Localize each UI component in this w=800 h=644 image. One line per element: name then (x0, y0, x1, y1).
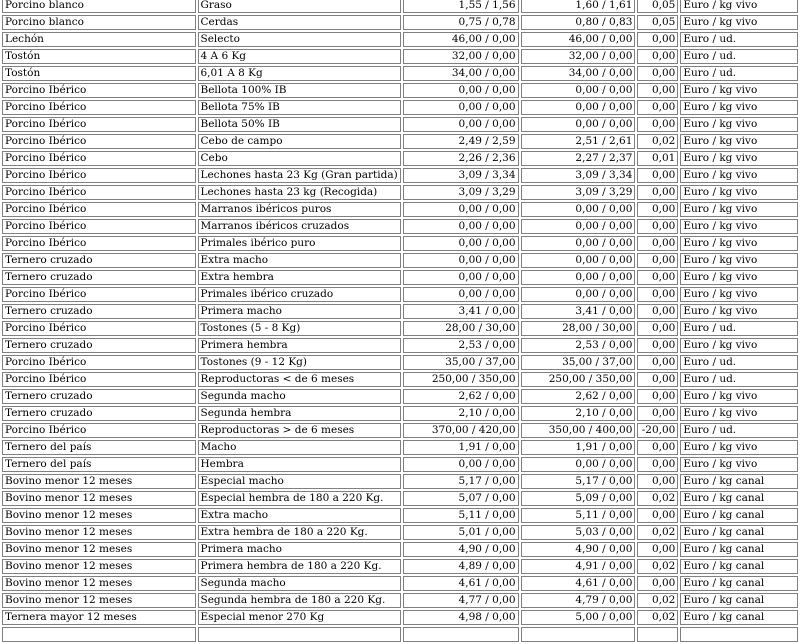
previous-price-cell: 5,17 / 0,00 (403, 474, 519, 489)
difference-cell: 0,00 (637, 270, 678, 285)
product-cell: Bovino menor 12 meses (2, 525, 196, 540)
type-cell: Lechones hasta 23 Kg (Gran partida) (198, 168, 401, 183)
difference-cell: 0,00 (637, 440, 678, 455)
current-price-cell: 5,09 / 0,00 (521, 491, 636, 506)
product-cell: Porcino Ibérico (2, 219, 196, 234)
unit-cell: Euro / kg vivo (680, 15, 798, 30)
unit-cell: Euro / kg vivo (680, 440, 798, 455)
table-row (2, 236, 798, 251)
product-cell: Porcino Ibérico (2, 372, 196, 387)
table-row (2, 491, 798, 506)
unit-cell: Euro / kg canal (680, 508, 798, 523)
unit-cell: Euro / kg vivo (680, 304, 798, 319)
previous-price-cell: 250,00 / 350,00 (403, 372, 519, 387)
type-cell: Segunda macho (198, 576, 401, 591)
product-cell: Ternero del país (2, 440, 196, 455)
type-cell: Marranos ibéricos puros (198, 202, 401, 217)
previous-price-cell: 46,00 / 0,00 (403, 32, 519, 47)
difference-cell: 0,05 (637, 0, 678, 13)
type-cell: Cerdas (198, 15, 401, 30)
current-price-cell: 4,90 / 0,00 (521, 542, 636, 557)
unit-cell: Euro / ud. (680, 423, 798, 438)
type-cell: Bellota 75% IB (198, 100, 401, 115)
previous-price-cell: 5,07 / 0,00 (403, 491, 519, 506)
product-cell: Tostón (2, 66, 196, 81)
previous-price-cell: 32,00 / 0,00 (403, 49, 519, 64)
product-cell: Porcino Ibérico (2, 355, 196, 370)
table-row (2, 0, 798, 13)
previous-price-cell: 28,00 / 30,00 (403, 321, 519, 336)
difference-cell (637, 627, 678, 642)
table-row (2, 32, 798, 47)
difference-cell: 0,00 (637, 168, 678, 183)
difference-cell: 0,00 (637, 83, 678, 98)
product-cell: Porcino Ibérico (2, 185, 196, 200)
product-cell: Ternero del país (2, 457, 196, 472)
unit-cell: Euro / kg vivo (680, 406, 798, 421)
unit-cell: Euro / ud. (680, 49, 798, 64)
previous-price-cell: 2,53 / 0,00 (403, 338, 519, 353)
table-row (2, 219, 798, 234)
difference-cell: 0,00 (637, 117, 678, 132)
current-price-cell: 32,00 / 0,00 (521, 49, 636, 64)
current-price-cell: 0,00 / 0,00 (521, 253, 636, 268)
unit-cell: Euro / ud. (680, 355, 798, 370)
unit-cell: Euro / kg vivo (680, 253, 798, 268)
current-price-cell: 0,00 / 0,00 (521, 219, 636, 234)
difference-cell: 0,00 (637, 355, 678, 370)
product-cell: Bovino menor 12 meses (2, 508, 196, 523)
type-cell: Primera macho (198, 542, 401, 557)
current-price-cell: 2,27 / 2,37 (521, 151, 636, 166)
unit-cell: Euro / kg vivo (680, 0, 798, 13)
table-row (2, 185, 798, 200)
type-cell: Cebo de campo (198, 134, 401, 149)
current-price-cell: 1,60 / 1,61 (521, 0, 636, 13)
current-price-cell: 35,00 / 37,00 (521, 355, 636, 370)
product-cell: Porcino Ibérico (2, 117, 196, 132)
previous-price-cell: 0,00 / 0,00 (403, 117, 519, 132)
unit-cell: Euro / ud. (680, 32, 798, 47)
unit-cell: Euro / kg vivo (680, 389, 798, 404)
table-row (2, 100, 798, 115)
product-cell: Porcino Ibérico (2, 423, 196, 438)
product-cell: Ternero cruzado (2, 304, 196, 319)
product-cell: Porcino Ibérico (2, 168, 196, 183)
previous-price-cell: 2,26 / 2,36 (403, 151, 519, 166)
difference-cell: 0,02 (637, 559, 678, 574)
unit-cell: Euro / kg vivo (680, 117, 798, 132)
table-row (2, 321, 798, 336)
difference-cell: 0,01 (637, 151, 678, 166)
type-cell: Graso (198, 0, 401, 13)
type-cell: Cebo (198, 151, 401, 166)
type-cell: Macho (198, 440, 401, 455)
type-cell: Especial macho (198, 474, 401, 489)
table-row (2, 304, 798, 319)
unit-cell: Euro / kg vivo (680, 134, 798, 149)
table-row (2, 202, 798, 217)
product-cell: Ternero cruzado (2, 338, 196, 353)
type-cell: Especial hembra de 180 a 220 Kg. (198, 491, 401, 506)
table-row (2, 355, 798, 370)
table-row (2, 83, 798, 98)
previous-price-cell: 4,89 / 0,00 (403, 559, 519, 574)
type-cell: Segunda macho (198, 389, 401, 404)
previous-price-cell: 3,09 / 3,34 (403, 168, 519, 183)
previous-price-cell: 0,00 / 0,00 (403, 287, 519, 302)
type-cell: Reproductoras > de 6 meses (198, 423, 401, 438)
difference-cell: 0,00 (637, 406, 678, 421)
table-row (2, 457, 798, 472)
table-row (2, 423, 798, 438)
type-cell: 4 A 6 Kg (198, 49, 401, 64)
current-price-cell: 34,00 / 0,00 (521, 66, 636, 81)
previous-price-cell: 0,00 / 0,00 (403, 253, 519, 268)
previous-price-cell: 2,49 / 2,59 (403, 134, 519, 149)
previous-price-cell: 4,98 / 0,00 (403, 610, 519, 625)
product-cell: Porcino blanco (2, 0, 196, 13)
difference-cell: 0,02 (637, 610, 678, 625)
current-price-cell: 3,09 / 3,29 (521, 185, 636, 200)
unit-cell: Euro / kg vivo (680, 270, 798, 285)
table-row (2, 270, 798, 285)
difference-cell: 0,02 (637, 134, 678, 149)
previous-price-cell: 0,00 / 0,00 (403, 236, 519, 251)
type-cell: 6,01 A 8 Kg (198, 66, 401, 81)
table-row (2, 525, 798, 540)
difference-cell: 0,02 (637, 491, 678, 506)
unit-cell: Euro / kg vivo (680, 287, 798, 302)
difference-cell: 0,00 (637, 338, 678, 353)
difference-cell: 0,02 (637, 593, 678, 608)
table-row (2, 593, 798, 608)
current-price-cell: 3,09 / 3,34 (521, 168, 636, 183)
product-cell: Ternera mayor 12 meses (2, 610, 196, 625)
unit-cell: Euro / kg vivo (680, 457, 798, 472)
current-price-cell: 4,79 / 0,00 (521, 593, 636, 608)
previous-price-cell: 370,00 / 420,00 (403, 423, 519, 438)
unit-cell (680, 627, 798, 642)
product-cell: Lechón (2, 32, 196, 47)
table-row (2, 287, 798, 302)
current-price-cell: 3,41 / 0,00 (521, 304, 636, 319)
product-cell: Porcino Ibérico (2, 151, 196, 166)
previous-price-cell: 5,01 / 0,00 (403, 525, 519, 540)
current-price-cell: 0,00 / 0,00 (521, 236, 636, 251)
product-cell: Porcino Ibérico (2, 83, 196, 98)
current-price-cell: 2,62 / 0,00 (521, 389, 636, 404)
difference-cell: 0,00 (637, 253, 678, 268)
product-cell: Bovino menor 12 meses (2, 593, 196, 608)
product-cell: Porcino Ibérico (2, 236, 196, 251)
difference-cell: 0,00 (637, 372, 678, 387)
unit-cell: Euro / ud. (680, 321, 798, 336)
difference-cell: 0,00 (637, 100, 678, 115)
table-row (2, 406, 798, 421)
previous-price-cell: 1,91 / 0,00 (403, 440, 519, 455)
product-cell: Bovino menor 12 meses (2, 474, 196, 489)
table-row (2, 253, 798, 268)
table-row (2, 576, 798, 591)
difference-cell: -20,00 (637, 423, 678, 438)
type-cell: Selecto (198, 32, 401, 47)
table-row (2, 134, 798, 149)
type-cell: Segunda hembra de 180 a 220 Kg. (198, 593, 401, 608)
type-cell: Especial menor 270 Kg (198, 610, 401, 625)
previous-price-cell: 0,00 / 0,00 (403, 457, 519, 472)
previous-price-cell: 4,61 / 0,00 (403, 576, 519, 591)
previous-price-cell: 3,09 / 3,29 (403, 185, 519, 200)
previous-price-cell: 0,00 / 0,00 (403, 202, 519, 217)
type-cell: Extra hembra (198, 270, 401, 285)
previous-price-cell: 4,77 / 0,00 (403, 593, 519, 608)
type-cell: Primera hembra (198, 338, 401, 353)
type-cell: Primera hembra de 180 a 220 Kg. (198, 559, 401, 574)
difference-cell: 0,02 (637, 525, 678, 540)
difference-cell: 0,05 (637, 15, 678, 30)
current-price-cell (521, 627, 636, 642)
unit-cell: Euro / kg vivo (680, 83, 798, 98)
difference-cell: 0,00 (637, 542, 678, 557)
product-cell: Porcino blanco (2, 15, 196, 30)
current-price-cell: 5,17 / 0,00 (521, 474, 636, 489)
previous-price-cell: 3,41 / 0,00 (403, 304, 519, 319)
difference-cell: 0,00 (637, 202, 678, 217)
difference-cell: 0,00 (637, 457, 678, 472)
unit-cell: Euro / ud. (680, 372, 798, 387)
type-cell: Extra macho (198, 508, 401, 523)
previous-price-cell: 0,00 / 0,00 (403, 83, 519, 98)
table-row (2, 508, 798, 523)
type-cell (198, 627, 401, 642)
current-price-cell: 1,91 / 0,00 (521, 440, 636, 455)
unit-cell: Euro / kg canal (680, 593, 798, 608)
current-price-cell: 350,00 / 400,00 (521, 423, 636, 438)
unit-cell: Euro / kg vivo (680, 151, 798, 166)
type-cell: Reproductoras < de 6 meses (198, 372, 401, 387)
unit-cell: Euro / kg canal (680, 559, 798, 574)
table-row (2, 338, 798, 353)
table-row (2, 542, 798, 557)
table-row (2, 627, 798, 642)
product-cell: Porcino Ibérico (2, 134, 196, 149)
unit-cell: Euro / kg canal (680, 576, 798, 591)
unit-cell: Euro / kg vivo (680, 202, 798, 217)
table-row (2, 440, 798, 455)
unit-cell: Euro / kg vivo (680, 236, 798, 251)
table-row (2, 372, 798, 387)
unit-cell: Euro / kg vivo (680, 100, 798, 115)
current-price-cell: 2,10 / 0,00 (521, 406, 636, 421)
difference-cell: 0,00 (637, 236, 678, 251)
difference-cell: 0,00 (637, 508, 678, 523)
table-row (2, 559, 798, 574)
type-cell: Lechones hasta 23 kg (Recogida) (198, 185, 401, 200)
difference-cell: 0,00 (637, 219, 678, 234)
difference-cell: 0,00 (637, 576, 678, 591)
unit-cell: Euro / kg vivo (680, 185, 798, 200)
type-cell: Primales ibérico cruzado (198, 287, 401, 302)
current-price-cell: 46,00 / 0,00 (521, 32, 636, 47)
unit-cell: Euro / kg canal (680, 610, 798, 625)
unit-cell: Euro / kg canal (680, 491, 798, 506)
previous-price-cell: 2,10 / 0,00 (403, 406, 519, 421)
type-cell: Primera macho (198, 304, 401, 319)
product-cell: Ternero cruzado (2, 253, 196, 268)
current-price-cell: 4,91 / 0,00 (521, 559, 636, 574)
unit-cell: Euro / kg canal (680, 474, 798, 489)
difference-cell: 0,00 (637, 32, 678, 47)
current-price-cell: 0,80 / 0,83 (521, 15, 636, 30)
type-cell: Primales ibérico puro (198, 236, 401, 251)
current-price-cell: 2,53 / 0,00 (521, 338, 636, 353)
type-cell: Tostones (9 - 12 Kg) (198, 355, 401, 370)
previous-price-cell: 0,00 / 0,00 (403, 219, 519, 234)
difference-cell: 0,00 (637, 474, 678, 489)
type-cell: Extra hembra de 180 a 220 Kg. (198, 525, 401, 540)
current-price-cell: 0,00 / 0,00 (521, 83, 636, 98)
previous-price-cell: 5,11 / 0,00 (403, 508, 519, 523)
product-cell: Bovino menor 12 meses (2, 491, 196, 506)
table-row (2, 151, 798, 166)
product-cell: Porcino Ibérico (2, 202, 196, 217)
previous-price-cell: 34,00 / 0,00 (403, 66, 519, 81)
type-cell: Bellota 100% IB (198, 83, 401, 98)
product-cell: Bovino menor 12 meses (2, 559, 196, 574)
current-price-cell: 0,00 / 0,00 (521, 270, 636, 285)
product-cell: Porcino Ibérico (2, 321, 196, 336)
difference-cell: 0,00 (637, 321, 678, 336)
table-row (2, 168, 798, 183)
previous-price-cell (403, 627, 519, 642)
type-cell: Marranos ibéricos cruzados (198, 219, 401, 234)
product-cell: Ternero cruzado (2, 389, 196, 404)
current-price-cell: 5,11 / 0,00 (521, 508, 636, 523)
difference-cell: 0,00 (637, 287, 678, 302)
previous-price-cell: 1,55 / 1,56 (403, 0, 519, 13)
type-cell: Hembra (198, 457, 401, 472)
type-cell: Segunda hembra (198, 406, 401, 421)
unit-cell: Euro / kg vivo (680, 338, 798, 353)
type-cell: Tostones (5 - 8 Kg) (198, 321, 401, 336)
difference-cell: 0,00 (637, 389, 678, 404)
current-price-cell: 4,61 / 0,00 (521, 576, 636, 591)
unit-cell: Euro / kg canal (680, 525, 798, 540)
type-cell: Bellota 50% IB (198, 117, 401, 132)
product-cell: Porcino Ibérico (2, 287, 196, 302)
previous-price-cell: 0,00 / 0,00 (403, 100, 519, 115)
difference-cell: 0,00 (637, 66, 678, 81)
previous-price-cell: 2,62 / 0,00 (403, 389, 519, 404)
product-cell: Bovino menor 12 meses (2, 576, 196, 591)
difference-cell: 0,00 (637, 185, 678, 200)
current-price-cell: 5,00 / 0,00 (521, 610, 636, 625)
table-row (2, 389, 798, 404)
current-price-cell: 2,51 / 2,61 (521, 134, 636, 149)
table-row (2, 117, 798, 132)
product-cell: Ternero cruzado (2, 406, 196, 421)
current-price-cell: 0,00 / 0,00 (521, 117, 636, 132)
previous-price-cell: 0,75 / 0,78 (403, 15, 519, 30)
previous-price-cell: 35,00 / 37,00 (403, 355, 519, 370)
product-cell: Porcino Ibérico (2, 100, 196, 115)
previous-price-cell: 0,00 / 0,00 (403, 270, 519, 285)
current-price-cell: 0,00 / 0,00 (521, 100, 636, 115)
unit-cell: Euro / kg vivo (680, 219, 798, 234)
table-row (2, 474, 798, 489)
current-price-cell: 0,00 / 0,00 (521, 202, 636, 217)
previous-price-cell: 4,90 / 0,00 (403, 542, 519, 557)
product-cell: Tostón (2, 49, 196, 64)
unit-cell: Euro / kg canal (680, 542, 798, 557)
current-price-cell: 28,00 / 30,00 (521, 321, 636, 336)
table-row (2, 66, 798, 81)
product-cell (2, 627, 196, 642)
current-price-cell: 5,03 / 0,00 (521, 525, 636, 540)
difference-cell: 0,00 (637, 304, 678, 319)
difference-cell: 0,00 (637, 49, 678, 64)
product-cell: Bovino menor 12 meses (2, 542, 196, 557)
current-price-cell: 0,00 / 0,00 (521, 457, 636, 472)
table-row (2, 15, 798, 30)
price-table-body (2, 0, 798, 642)
table-row (2, 49, 798, 64)
type-cell: Extra macho (198, 253, 401, 268)
unit-cell: Euro / ud. (680, 66, 798, 81)
product-cell: Ternero cruzado (2, 270, 196, 285)
table-row (2, 610, 798, 625)
unit-cell: Euro / kg vivo (680, 168, 798, 183)
current-price-cell: 250,00 / 350,00 (521, 372, 636, 387)
current-price-cell: 0,00 / 0,00 (521, 287, 636, 302)
